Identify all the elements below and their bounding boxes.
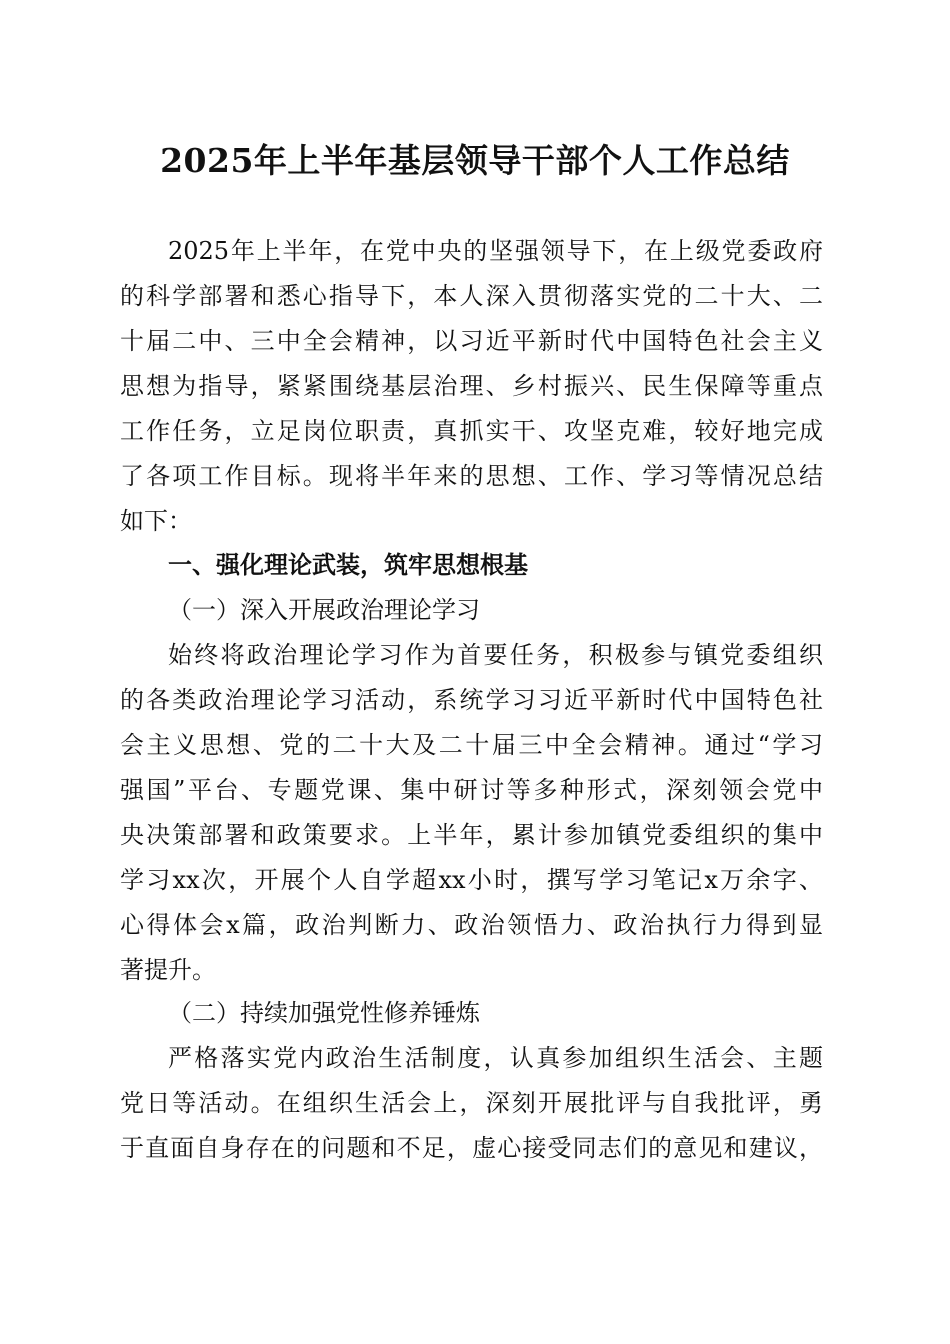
paragraph-line: 央决策部署和政策要求。上半年，累计参加镇党委组织的集中 — [120, 821, 823, 849]
paragraph-line: 思想为指导，紧紧围绕基层治理、乡村振兴、民生保障等重点 — [120, 372, 823, 400]
paragraph-line: 2025年上半年，在党中央的坚强领导下，在上级党委政府 — [168, 237, 823, 265]
paragraph-line: 学习xx次，开展个人自学超xx小时，撰写学习笔记x万余字、 — [120, 866, 823, 894]
paragraph-line: 的科学部署和悉心指导下，本人深入贯彻落实党的二十大、二 — [120, 282, 823, 310]
subsection-heading: （一）深入开展政治理论学习 — [168, 596, 480, 624]
paragraph-line: 强国”平台、专题党课、集中研讨等多种形式，深刻领会党中 — [120, 776, 823, 804]
section-heading: 一、强化理论武装，筑牢思想根基 — [168, 551, 528, 579]
paragraph-line: 党日等活动。在组织生活会上，深刻开展批评与自我批评，勇 — [120, 1089, 823, 1117]
paragraph-line: 十届二中、三中全会精神，以习近平新时代中国特色社会主义 — [120, 327, 823, 355]
paragraph-line: 如下： — [120, 507, 192, 535]
paragraph-line: 于直面自身存在的问题和不足，虚心接受同志们的意见和建议， — [120, 1134, 823, 1162]
paragraph-line: 会主义思想、党的二十大及二十届三中全会精神。通过“学习 — [120, 731, 823, 759]
paragraph-line: 严格落实党内政治生活制度，认真参加组织生活会、主题 — [168, 1044, 823, 1072]
paragraph-line: 工作任务，立足岗位职责，真抓实干、攻坚克难，较好地完成 — [120, 417, 823, 445]
paragraph-line: 的各类政治理论学习活动，系统学习习近平新时代中国特色社 — [120, 686, 823, 714]
document-title: 2025年上半年基层领导干部个人工作总结 — [160, 141, 790, 180]
paragraph-line: 著提升。 — [120, 956, 216, 984]
paragraph-line: 了各项工作目标。现将半年来的思想、工作、学习等情况总结 — [120, 462, 823, 490]
paragraph-line: 始终将政治理论学习作为首要任务，积极参与镇党委组织 — [168, 641, 823, 669]
paragraph-line: 心得体会x篇，政治判断力、政治领悟力、政治执行力得到显 — [120, 911, 823, 939]
subsection-heading: （二）持续加强党性修养锤炼 — [168, 999, 480, 1027]
